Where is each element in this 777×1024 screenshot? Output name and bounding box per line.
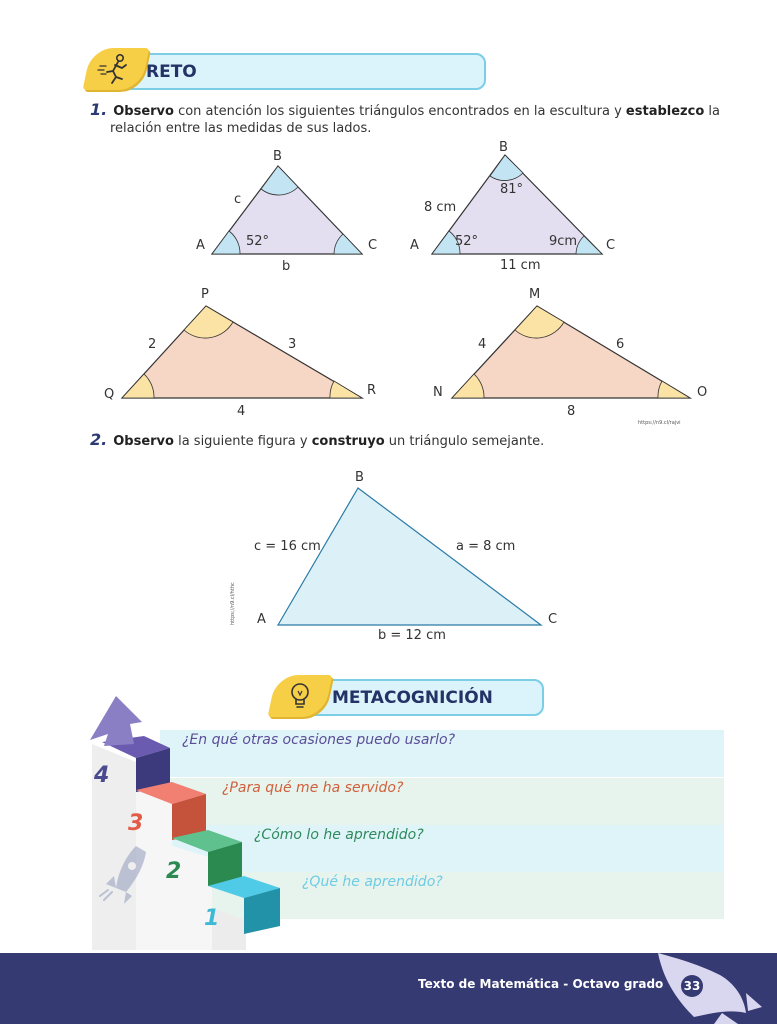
t1-vertex-a: A bbox=[196, 238, 205, 253]
metacognition-question-3: ¿Para qué me ha servido? bbox=[222, 780, 404, 796]
q2-text-1: la siguiente figura y bbox=[173, 434, 312, 449]
t1-side-b: b bbox=[282, 259, 291, 274]
t4-side-mo: 6 bbox=[616, 337, 625, 352]
step-number-2: 2 bbox=[166, 859, 182, 884]
q2-side-c: c = 16 cm bbox=[254, 539, 321, 554]
metacognition-question-1: ¿Qué he aprendido? bbox=[302, 874, 443, 890]
question-2-number: 2. bbox=[90, 430, 108, 449]
metacognition-question-4: ¿En qué otras ocasiones puedo usarlo? bbox=[182, 732, 456, 748]
t3-side-pr: 3 bbox=[288, 337, 297, 352]
t2-angle-a: 52° bbox=[455, 234, 479, 249]
t1-vertex-c: C bbox=[368, 238, 378, 253]
q2-vertex-c: C bbox=[548, 612, 558, 627]
page-footer bbox=[0, 953, 777, 1024]
t4-vertex-m: M bbox=[529, 287, 541, 302]
t2-side-ab: 8 cm bbox=[424, 200, 457, 215]
q2-verb-construyo: construyo bbox=[311, 434, 385, 449]
t3-side-qr: 4 bbox=[237, 404, 246, 419]
t2-side-bc: 9cm bbox=[549, 234, 578, 249]
t2-vertex-a: A bbox=[410, 238, 419, 253]
reto-title: RETO bbox=[146, 62, 197, 82]
t4-side-no: 8 bbox=[567, 404, 576, 419]
question-1-number: 1. bbox=[90, 100, 108, 119]
image-credit-2: https://n9.cl/hthc bbox=[230, 582, 236, 625]
step-number-3: 3 bbox=[128, 811, 144, 836]
t3-vertex-r: R bbox=[367, 383, 377, 398]
t4-vertex-n: N bbox=[433, 385, 443, 400]
metacognicion-title: METACOGNICIÓN bbox=[332, 688, 493, 708]
q2-side-b: b = 12 cm bbox=[378, 628, 446, 643]
footer-rocket-icon bbox=[650, 953, 770, 1024]
t3-side-pq: 2 bbox=[148, 337, 157, 352]
t2-side-ac: 11 cm bbox=[500, 258, 541, 273]
t4-side-mn: 4 bbox=[478, 337, 487, 352]
t2-angle-b: 81° bbox=[500, 182, 524, 197]
q1-text-1: con atención los siguientes triángulos encontrados en la escultura y bbox=[173, 104, 626, 119]
step-number-4: 4 bbox=[94, 763, 110, 788]
q2-verb-observo: Observo bbox=[113, 434, 174, 449]
q2-text-2: un triángulo semejante. bbox=[384, 434, 545, 449]
q1-text-3: relación entre las medidas de sus lados. bbox=[110, 121, 372, 136]
step-number-1: 1 bbox=[204, 906, 220, 931]
metacognition-question-2: ¿Cómo lo he aprendido? bbox=[254, 827, 424, 843]
q2-side-a: a = 8 cm bbox=[456, 539, 516, 554]
footer-text: Texto de Matemática - Octavo grado bbox=[418, 977, 664, 991]
q1-text-2: la bbox=[704, 104, 720, 119]
t3-vertex-p: P bbox=[201, 287, 209, 302]
t1-side-c: c bbox=[234, 192, 242, 207]
t3-vertex-q: Q bbox=[104, 387, 115, 402]
q1-verb-observo: Observo bbox=[113, 104, 174, 119]
t2-vertex-b: B bbox=[499, 140, 508, 155]
t2-vertex-c: C bbox=[606, 238, 616, 253]
q2-vertex-a: A bbox=[257, 612, 266, 627]
page-number: 33 bbox=[681, 975, 703, 997]
q1-verb-establezco: establezco bbox=[625, 104, 705, 119]
image-credit-1: https://n9.cl/rajvi bbox=[638, 420, 681, 426]
t1-angle-a: 52° bbox=[246, 234, 270, 249]
t4-vertex-o: O bbox=[697, 385, 708, 400]
q2-vertex-b: B bbox=[355, 470, 364, 485]
t1-vertex-b: B bbox=[273, 149, 282, 164]
